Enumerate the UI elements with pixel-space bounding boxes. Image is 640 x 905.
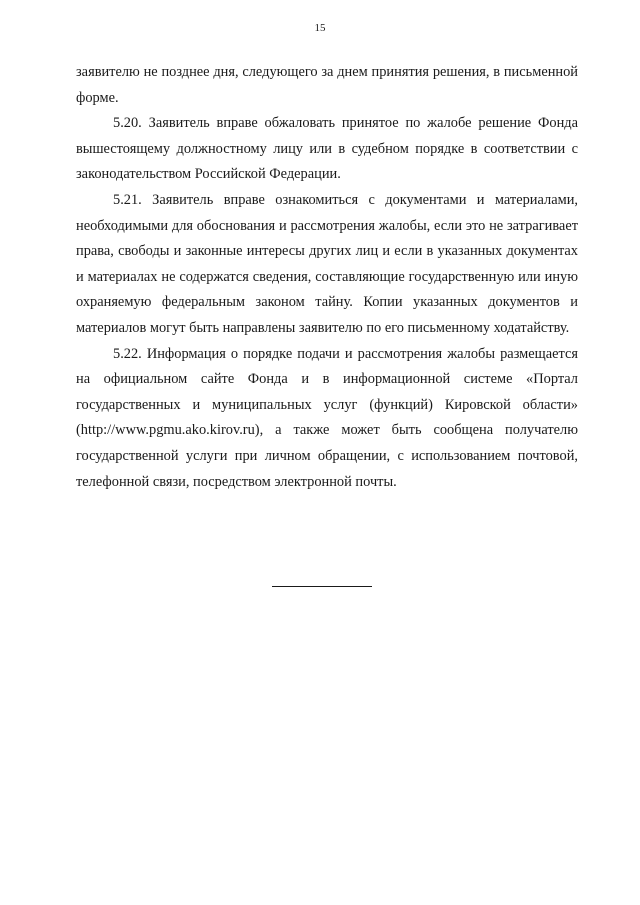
paragraph-5-20: 5.20. Заявитель вправе обжаловать принятое по жалобе решение Фонда вышестоящему должностному лицу или в судебном порядке в соответствии с законодательством Российской Федерации. bbox=[76, 115, 578, 183]
end-of-section-rule bbox=[272, 586, 372, 587]
document-body bbox=[76, 60, 578, 495]
paragraph-5-21: 5.21. Заявитель вправе ознакомиться с документами и материалами, необходимыми для обоснования и рассмотрения жалобы, если это не затрагивает права, свободы и законные интересы других лиц и если в указанных документах и материалах не содержатся сведения, составляющие государственную или иную охраняемую федеральным законом тайну. Копии указанных документов и материалов могут быть направлены заявителю по его письменному ходатайству. bbox=[76, 191, 578, 336]
page-number: 15 bbox=[314, 22, 326, 34]
paragraph-5-22: 5.22. Информация о порядке подачи и рассмотрения жалобы размещается на официальном сайте Фонда и в информационной системе «Портал государственных и муниципальных услуг (функций) Кировской области» (http://www.pgmu.ako.kirov.ru), а также может быть сообщена получателю государственной услуги при личном обращении, с использованием почтовой, телефонной связи, посредством электронной почты. bbox=[76, 345, 578, 490]
paragraph-continuation: заявителю не позднее дня, следующего за днем принятия решения, в письменной форме. bbox=[76, 64, 578, 106]
